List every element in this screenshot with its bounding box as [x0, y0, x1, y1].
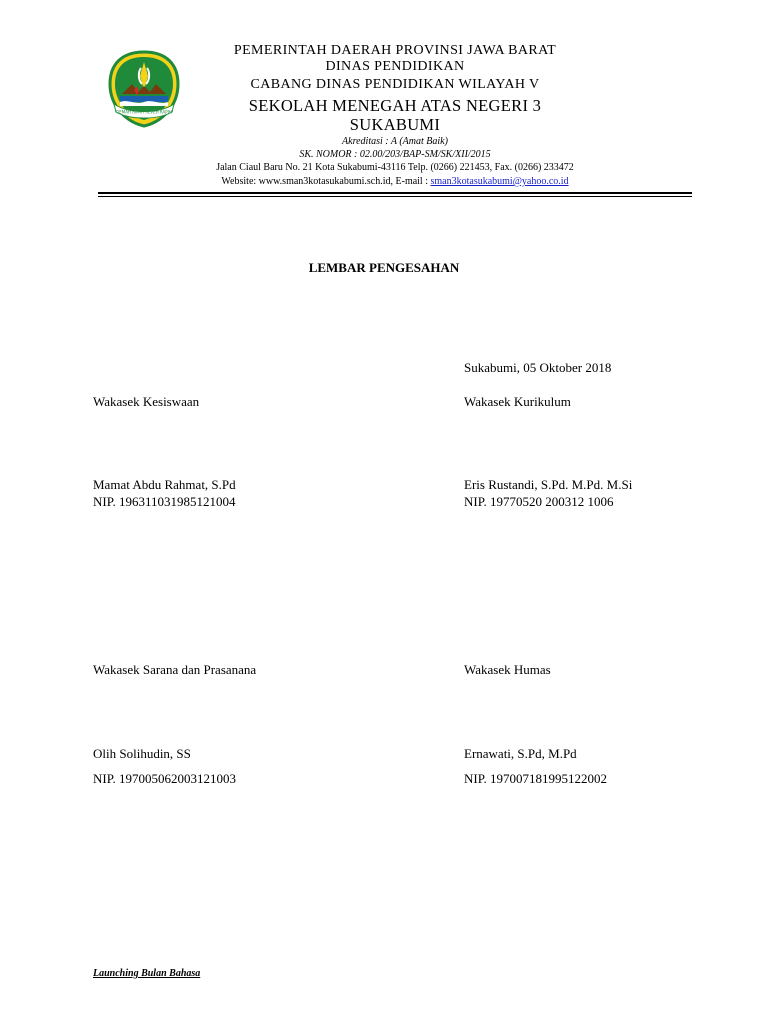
- place-date: Sukabumi, 05 Oktober 2018: [464, 360, 612, 375]
- letterhead-divider-thin: [98, 196, 692, 197]
- signatory-name: Eris Rustandi, S.Pd. M.Pd. M.Si: [464, 477, 633, 492]
- signatory-name: Olih Solihudin, SS: [93, 746, 191, 761]
- signatory-name: Ernawati, S.Pd, M.Pd: [464, 746, 577, 761]
- signatory-role: Wakasek Humas: [464, 662, 551, 677]
- email-link[interactable]: sman3kotasukabumi@yahoo.co.id: [430, 176, 569, 187]
- signatory-nip: NIP. 197005062003121003: [93, 771, 237, 786]
- letterhead-address: Jalan Ciaul Baru No. 21 Kota Sukabumi-43116 Telp. (0266) 221453, Fax. (0266) 233472: [216, 162, 574, 173]
- logo-banner-text: GEMAH RIPAH REPEH RAPIH: [116, 109, 172, 115]
- signatory-name: Mamat Abdu Rahmat, S.Pd: [93, 477, 236, 492]
- signatory-role: Wakasek Sarana dan Prasanana: [93, 662, 257, 677]
- letterhead-divider-thick: [98, 192, 692, 194]
- letterhead-department: DINAS PENDIDIKAN: [325, 59, 465, 74]
- signatory-nip: NIP. 196311031985121004: [93, 494, 236, 509]
- signatory-nip: NIP. 19770520 200312 1006: [464, 494, 614, 509]
- document-title: LEMBAR PENGESAHAN: [308, 260, 460, 275]
- signatory-role: Wakasek Kesiswaan: [93, 394, 200, 409]
- letterhead-school-name: SEKOLAH MENEGAH ATAS NEGERI 3: [248, 96, 542, 115]
- signatory-role: Wakasek Kurikulum: [464, 394, 571, 409]
- footer-event-name: Launching Bulan Bahasa: [93, 968, 201, 979]
- website-text: Website: www.sman3kotasukabumi.sch.id, E-mail :: [221, 176, 431, 187]
- letterhead-accreditation: Akreditasi : A (Amat Baik): [342, 136, 448, 147]
- letterhead-government: PEMERINTAH DAERAH PROVINSI JAWA BARAT: [233, 43, 557, 58]
- letterhead-contact: [98, 176, 692, 187]
- letterhead-branch: CABANG DINAS PENDIDIKAN WILAYAH V: [250, 77, 540, 92]
- letterhead-city: SUKABUMI: [349, 115, 441, 134]
- signatory-nip: NIP. 197007181995122002: [464, 771, 608, 786]
- letterhead-sk-number: SK. NOMOR : 02.00/203/BAP-SM/SK/XII/2015: [299, 149, 491, 160]
